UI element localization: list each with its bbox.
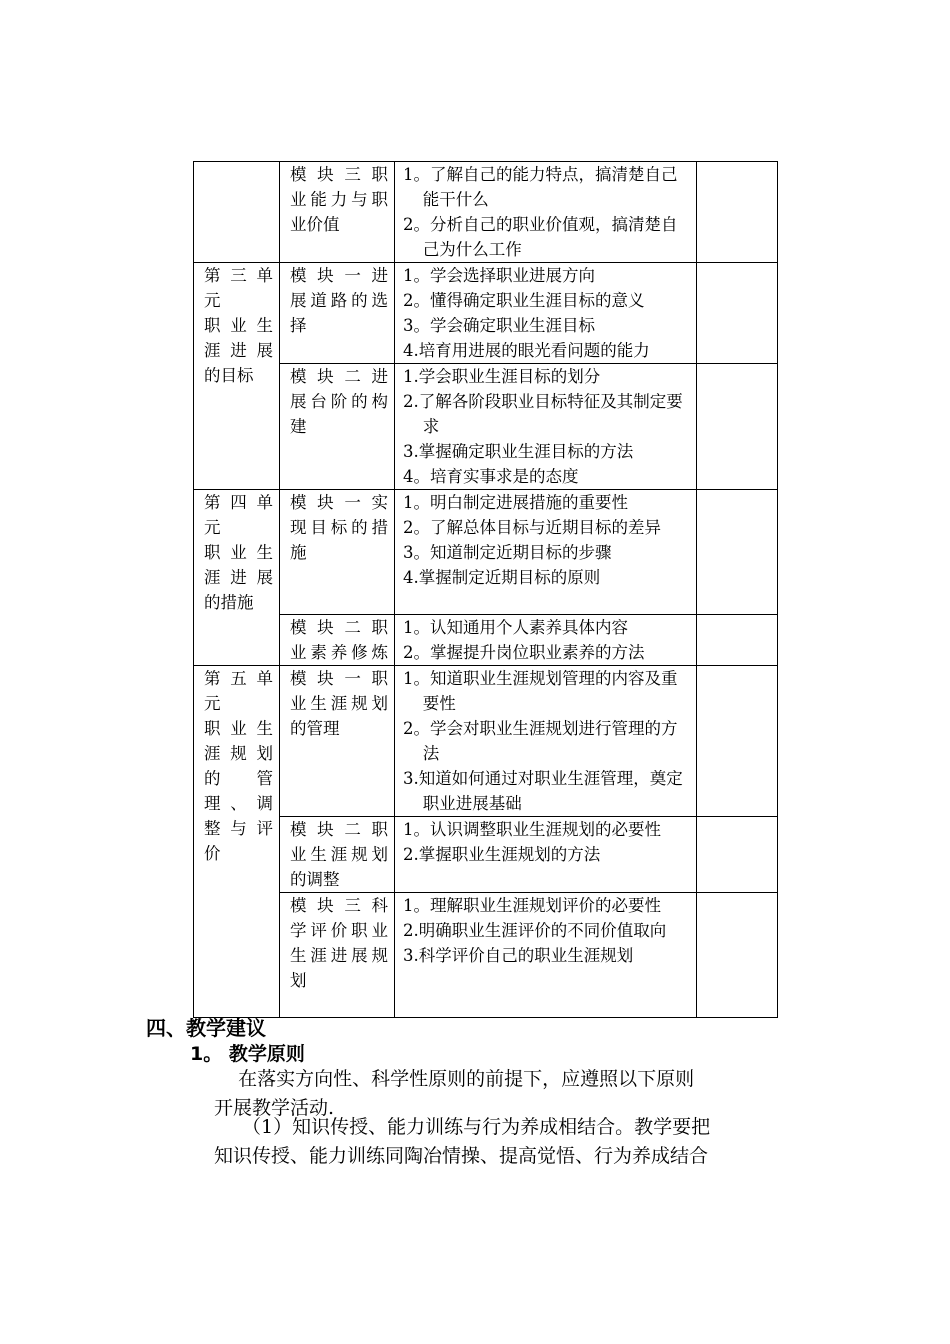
remarks-cell — [697, 666, 778, 817]
remarks-cell — [697, 162, 778, 263]
goal-item: 1。理解职业生涯规划评价的必要性 — [403, 896, 661, 915]
goal-item: 1。认知通用个人素养具体内容 — [403, 618, 628, 637]
table-row — [194, 364, 778, 490]
paragraph-line: 在落实方向性、科学性原则的前提下，应遵照以下原则 — [214, 1068, 695, 1090]
unit-line: 涯 进 展 — [204, 341, 273, 360]
module-line: 建 — [290, 417, 307, 436]
goal-item: 1。学会选择职业进展方向 — [403, 266, 595, 285]
module-line: 模 块 一 进 — [290, 266, 388, 285]
goals-cell — [395, 162, 697, 263]
goal-item: 1。明白制定进展措施的重要性 — [403, 493, 628, 512]
unit-cell — [194, 666, 280, 1018]
unit-cell — [194, 490, 280, 666]
goals-cell — [395, 490, 697, 615]
module-line: 模 块 二 进 — [290, 367, 388, 386]
goal-item: 2。掌握提升岗位职业素养的方法 — [403, 643, 645, 662]
module-line: 施 — [290, 543, 307, 562]
goal-item: 2。懂得确定职业生涯目标的意义 — [403, 291, 645, 310]
goal-item: 3.掌握确定职业生涯目标的方法 — [403, 442, 634, 461]
module-cell — [280, 263, 395, 364]
module-cell — [280, 893, 395, 1018]
course-table — [193, 161, 778, 1018]
module-line: 模 块 三 科 — [290, 896, 388, 915]
goal-item: 2.掌握职业生涯规划的方法 — [403, 845, 601, 864]
goals-cell — [395, 666, 697, 817]
remarks-cell — [697, 615, 778, 666]
remarks-cell — [697, 490, 778, 615]
module-cell — [280, 490, 395, 615]
module-cell — [280, 615, 395, 666]
paragraph-line: （1）知识传授、能力训练与行为养成相结合。教学要把 — [242, 1116, 711, 1138]
table-row — [194, 615, 778, 666]
unit-line: 元 — [204, 518, 221, 537]
module-cell — [280, 162, 395, 263]
goal-item: 4.掌握制定近期目标的原则 — [403, 568, 601, 587]
unit-line: 价 — [204, 844, 221, 863]
goal-item: 1.学会职业生涯目标的划分 — [403, 367, 601, 386]
module-line: 业生涯规划 — [290, 694, 388, 713]
unit-line: 职 业 生 — [204, 543, 273, 562]
module-line: 业素养修炼 — [290, 643, 388, 662]
unit-line: 元 — [204, 291, 221, 310]
unit-line: 第 五 单 — [204, 669, 273, 688]
goal-item: 2.明确职业生涯评价的不同价值取向 — [403, 921, 667, 940]
goal-item: 2。学会对职业生涯规划进行管理的方法 — [403, 719, 678, 763]
goal-item: 1。知道职业生涯规划管理的内容及重要性 — [403, 669, 678, 713]
goal-item: 3.科学评价自己的职业生涯规划 — [403, 946, 634, 965]
section-heading: 四、教学建议 — [146, 1016, 266, 1040]
module-line: 生涯进展规 — [290, 946, 388, 965]
goal-item: 2。了解总体目标与近期目标的差异 — [403, 518, 661, 537]
unit-line: 的措施 — [204, 593, 254, 612]
subsection-heading: 1。 教学原则 — [190, 1043, 305, 1065]
goals-cell — [395, 263, 697, 364]
module-line: 现目标的措 — [290, 518, 388, 537]
goal-item: 1。认识调整职业生涯规划的必要性 — [403, 820, 661, 839]
unit-cell — [194, 162, 280, 263]
module-cell — [280, 817, 395, 893]
module-line: 模 块 一 职 — [290, 669, 388, 688]
unit-line: 的目标 — [204, 366, 254, 385]
goal-item: 2.了解各阶段职业目标特征及其制定要求 — [403, 392, 683, 436]
remarks-cell — [697, 817, 778, 893]
table-row — [194, 817, 778, 893]
goal-item: 3。知道制定近期目标的步骤 — [403, 543, 612, 562]
module-line: 业生涯规划 — [290, 845, 388, 864]
module-line: 模 块 二 职 — [290, 820, 388, 839]
unit-line: 涯 规 划 — [204, 744, 273, 763]
module-line: 业价值 — [290, 215, 340, 234]
module-line: 展台阶的构 — [290, 392, 388, 411]
remarks-cell — [697, 364, 778, 490]
table-row — [194, 490, 778, 615]
unit-cell — [194, 263, 280, 490]
goal-item: 4。培育实事求是的态度 — [403, 467, 579, 486]
goal-item: 1。了解自己的能力特点，搞清楚自己能干什么 — [403, 165, 678, 209]
module-line: 模 块 一 实 — [290, 493, 388, 512]
goal-item: 2。分析自己的职业价值观，搞清楚自己为什么工作 — [403, 215, 678, 259]
paragraph-line: 知识传授、能力训练同陶冶情操、提高觉悟、行为养成结合 — [214, 1145, 709, 1167]
goals-cell — [395, 817, 697, 893]
unit-line: 职 业 生 — [204, 316, 273, 335]
goals-cell — [395, 364, 697, 490]
module-line: 模 块 二 职 — [290, 618, 388, 637]
goal-item: 3。学会确定职业生涯目标 — [403, 316, 595, 335]
module-line: 的调整 — [290, 870, 340, 889]
goals-cell — [395, 893, 697, 1018]
module-line: 业能力与职 — [290, 190, 388, 209]
unit-line: 职 业 生 — [204, 719, 273, 738]
goal-item: 3.知道如何通过对职业生涯管理，奠定职业进展基础 — [403, 769, 683, 813]
unit-line: 第 三 单 — [204, 266, 273, 285]
paragraph-line: 开展教学活动. — [214, 1097, 335, 1119]
module-cell — [280, 364, 395, 490]
paragraph — [214, 1113, 804, 1171]
unit-line: 第 四 单 — [204, 493, 273, 512]
remarks-cell — [697, 893, 778, 1018]
unit-line: 的 管 — [204, 769, 273, 788]
module-line: 模 块 三 职 — [290, 165, 388, 184]
table-row — [194, 893, 778, 1018]
unit-line: 涯 进 展 — [204, 568, 273, 587]
module-line: 展道路的选 — [290, 291, 388, 310]
table-row — [194, 162, 778, 263]
module-line: 择 — [290, 316, 307, 335]
goals-cell — [395, 615, 697, 666]
table-row — [194, 666, 778, 817]
module-line: 划 — [290, 971, 307, 990]
unit-line: 理 、 调 — [204, 794, 273, 813]
goal-item: 4.培育用进展的眼光看问题的能力 — [403, 341, 650, 360]
module-line: 的管理 — [290, 719, 340, 738]
module-cell — [280, 666, 395, 817]
remarks-cell — [697, 263, 778, 364]
module-line: 学评价职业 — [290, 921, 388, 940]
unit-line: 整 与 评 — [204, 819, 273, 838]
unit-line: 元 — [204, 694, 221, 713]
table-row — [194, 263, 778, 364]
